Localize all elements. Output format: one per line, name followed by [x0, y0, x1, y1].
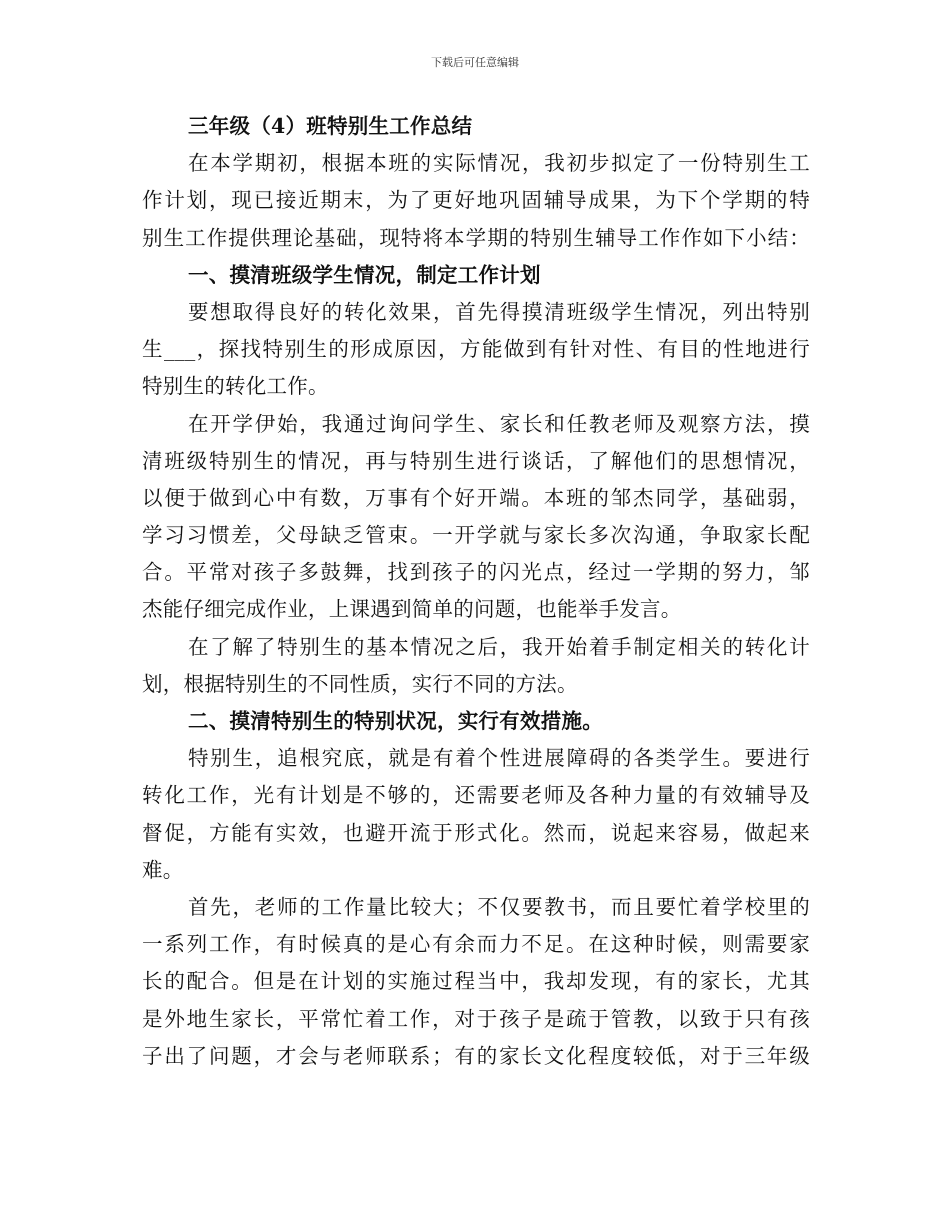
paragraph-line: 别生工作提供理论基础，现特将本学期的特别生辅导工作作如下小结： — [142, 225, 810, 250]
paragraph-line: 要想取得良好的转化效果，首先得摸清班级学生情况，列出特别 — [188, 299, 810, 324]
paragraph-line: 首先，老师的工作量比较大；不仅要教书，而且要忙着学校里的 — [188, 894, 810, 919]
paragraph-line: 子出了问题，才会与老师联系；有的家长文化程度较低，对于三年级 — [142, 1043, 810, 1068]
paragraph-line: 在开学伊始，我通过询问学生、家长和任教老师及观察方法，摸 — [188, 411, 810, 436]
paragraph-line: 生___，探找特别生的形成原因，方能做到有针对性、有目的性地进行 — [142, 337, 810, 362]
heading-line: 一、摸清班级学生情况，制定工作计划 — [188, 262, 541, 287]
paragraph-line: 督促，方能有实效，也避开流于形式化。然而，说起来容易，做起来 — [142, 820, 810, 845]
paragraph-line: 清班级特别生的情况，再与特别生进行谈话，了解他们的思想情况， — [142, 448, 810, 473]
paragraph-line: 特别生的转化工作。 — [142, 374, 329, 399]
paragraph-line: 是外地生家长，平常忙着工作，对于孩子是疏于管教，以致于只有孩 — [142, 1006, 810, 1031]
page-header-note: 下载后可任意编辑 — [431, 56, 519, 69]
paragraph-line: 长的配合。但是在计划的实施过程当中，我却发现，有的家长，尤其 — [142, 969, 810, 994]
heading-line: 二、摸清特别生的特别状况，实行有效措施。 — [188, 709, 603, 733]
paragraph-line: 在了解了特别生的基本情况之后，我开始着手制定相关的转化计 — [188, 634, 810, 659]
paragraph-line: 划，根据特别生的不同性质，实行不同的方法。 — [142, 671, 578, 696]
paragraph-line: 作计划，现已接近期末，为了更好地巩固辅导成果，为下个学期的特 — [142, 188, 810, 213]
paragraph-line: 难。 — [142, 857, 184, 882]
heading-line: 三年级（4）班特别生工作总结 — [188, 114, 473, 138]
paragraph-line: 转化工作，光有计划是不够的，还需要老师及各种力量的有效辅导及 — [142, 783, 810, 808]
paragraph-line: 以便于做到心中有数，万事有个好开端。本班的邹杰同学，基础弱， — [142, 485, 810, 510]
paragraph-line: 学习习惯差，父母缺乏管束。一开学就与家长多次沟通，争取家长配 — [142, 523, 810, 548]
paragraph-line: 杰能仔细完成作业，上课遇到简单的问题，也能举手发言。 — [142, 597, 682, 622]
paragraph-line: 合。平常对孩子多鼓舞，找到孩子的闪光点，经过一学期的努力，邹 — [142, 560, 810, 585]
paragraph-line: 特别生，追根究底，就是有着个性进展障碍的各类学生。要进行 — [188, 746, 810, 771]
document-body — [142, 108, 810, 1075]
paragraph-line: 一系列工作，有时候真的是心有余而力不足。在这种时候，则需要家 — [142, 932, 810, 957]
paragraph-line: 在本学期初，根据本班的实际情况，我初步拟定了一份特别生工 — [188, 151, 810, 176]
